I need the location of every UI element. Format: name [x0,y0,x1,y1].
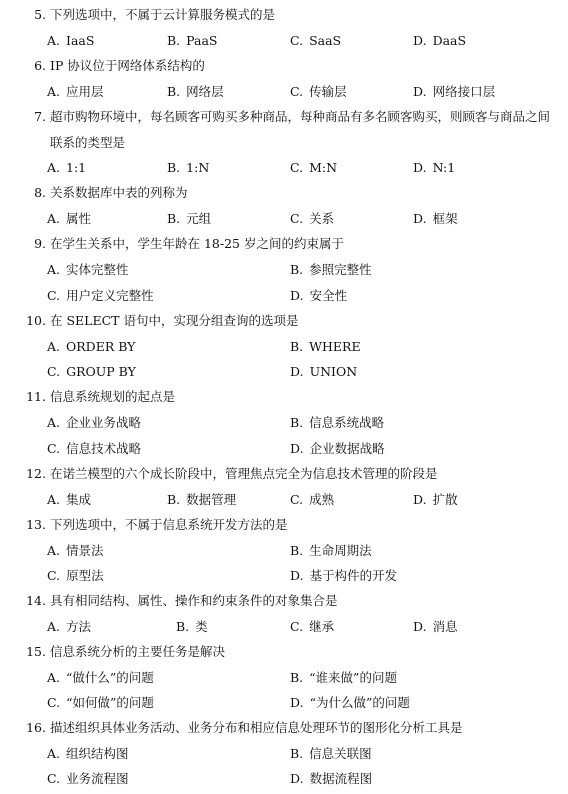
option-text: 成熟 [309,492,335,507]
option-text: GROUP BY [66,364,136,379]
question-10-option-c [47,364,136,380]
option-text: 网络层 [186,84,224,99]
option-text: M:N [309,160,338,175]
question-8-option-c [290,211,334,227]
option-text: IaaS [66,33,95,48]
option-letter: C. [290,84,304,99]
question-11-option-a [47,415,141,431]
question-15-stem [24,644,559,660]
option-letter: A. [47,670,61,685]
option-text: 用户定义完整性 [66,288,154,303]
option-letter: B. [167,160,181,175]
option-letter: B. [290,543,304,558]
option-letter: D. [290,695,304,710]
option-text: 实体完整性 [66,262,129,277]
question-8-option-b [167,211,211,227]
option-letter: A. [47,33,61,48]
question-16-option-b [290,746,372,762]
option-letter: C. [47,695,61,710]
option-letter: C. [47,568,61,583]
question-9-option-a [47,262,129,278]
option-letter: C. [47,364,61,379]
question-number: 6. [34,58,46,73]
question-14-stem [24,593,559,609]
option-letter: D. [290,568,304,583]
question-13-option-a [47,543,104,559]
question-text: 在学生关系中，学生年龄在 18-25 岁之间的约束属于 [50,236,344,251]
question-12-stem [24,466,559,482]
option-text: WHERE [309,339,361,354]
option-text: 方法 [66,619,92,634]
option-letter: B. [290,670,304,685]
option-letter: B. [290,339,304,354]
question-6-stem [24,58,559,74]
option-letter: D. [290,441,304,456]
option-text: 传输层 [309,84,347,99]
option-text: 集成 [66,492,92,507]
question-11-stem [24,389,559,405]
option-letter: A. [47,160,61,175]
question-number: 7. [34,109,46,124]
question-13-option-b [290,543,372,559]
question-7-option-a [47,160,86,176]
question-10-option-d [290,364,357,380]
option-letter: B. [167,492,181,507]
option-text: 继承 [309,619,335,634]
question-5-option-b [167,33,218,49]
question-text: 信息系统规划的起点是 [50,389,176,404]
option-letter: D. [290,364,304,379]
question-11-option-c [47,441,141,457]
option-text: 元组 [186,211,212,226]
question-6-option-b [167,84,224,100]
option-text: 属性 [66,211,92,226]
option-text: UNION [309,364,358,379]
option-text: 信息系统战略 [309,415,385,430]
option-letter: D. [413,33,427,48]
question-12-option-a [47,492,91,508]
question-text: 描述组织具体业务活动、业务分布和相应信息处理环节的图形化分析工具是 [50,720,463,735]
question-text: 下列选项中，不属于云计算服务模式的是 [50,7,276,22]
option-text: SaaS [309,33,342,48]
question-5-stem [24,7,559,23]
question-number: 12. [26,466,46,481]
question-9-option-d [290,288,347,304]
option-text: 情景法 [66,543,104,558]
question-11-option-d [290,441,385,457]
option-text: 类 [195,619,208,634]
option-letter: D. [413,160,427,175]
question-number: 15. [26,644,46,659]
option-text: 生命周期法 [309,543,372,558]
option-letter: D. [413,619,427,634]
option-letter: D. [290,771,304,786]
question-8-option-d [413,211,458,227]
option-text: 网络接口层 [432,84,496,99]
question-number: 9. [34,236,46,251]
question-number: 10. [26,313,46,328]
option-letter: A. [47,339,61,354]
option-text: 扩散 [432,492,458,507]
question-16-stem [24,720,559,736]
option-text: 组织结构图 [66,746,129,761]
option-letter: A. [47,492,61,507]
option-letter: C. [47,441,61,456]
option-letter: A. [47,619,61,634]
question-10-option-b [290,339,361,355]
option-text: ORDER BY [66,339,136,354]
question-text: 超市购物环境中，每名顾客可购买多种商品，每种商品有多名顾客购买，则顾客与商品之间联系的类型是 [50,109,551,150]
option-letter: A. [47,84,61,99]
option-letter: B. [290,262,304,277]
question-text: 在诺兰模型的六个成长阶段中，管理焦点完全为信息技术管理的阶段是 [50,466,438,481]
question-8-option-a [47,211,91,227]
question-6-option-d [413,84,495,100]
option-text: 应用层 [66,84,104,99]
question-6-option-c [290,84,347,100]
option-letter: A. [47,415,61,430]
option-letter: C. [290,492,304,507]
question-5-option-a [47,33,94,49]
question-text: 信息系统分析的主要任务是解决 [50,644,226,659]
option-letter: B. [290,746,304,761]
question-16-option-c [47,771,129,787]
option-text: PaaS [186,33,218,48]
option-letter: B. [176,619,190,634]
option-text: “谁来做”的问题 [309,670,397,685]
option-letter: A. [47,746,61,761]
option-text: 数据流程图 [309,771,373,786]
option-letter: D. [413,211,427,226]
option-text: “如何做”的问题 [66,695,154,710]
option-text: 企业数据战略 [309,441,385,456]
question-14-option-a [47,619,91,635]
question-10-stem [24,313,559,329]
question-number: 5. [34,7,46,22]
question-text: 关系数据库中表的列称为 [50,185,188,200]
option-text: 信息技术战略 [66,441,142,456]
question-14-option-b [176,619,208,635]
question-13-option-c [47,568,104,584]
option-text: 信息关联图 [309,746,372,761]
option-letter: A. [47,543,61,558]
option-letter: B. [167,84,181,99]
option-letter: D. [413,84,427,99]
question-7-option-c [290,160,337,176]
option-text: “为什么做”的问题 [309,695,410,710]
question-12-option-d [413,492,458,508]
question-14-option-c [290,619,334,635]
question-text: IP 协议位于网络体系结构的 [50,58,205,73]
option-letter: B. [167,211,181,226]
option-text: 企业业务战略 [66,415,142,430]
question-10-option-a [47,339,135,355]
question-15-option-a [47,670,154,686]
option-text: 1:N [186,160,210,175]
question-6-option-a [47,84,104,100]
option-letter: B. [290,415,304,430]
option-text: 业务流程图 [66,771,129,786]
option-letter: C. [290,211,304,226]
question-5-option-d [413,33,466,49]
question-7-stem [24,104,560,156]
question-13-stem [24,517,559,533]
question-text: 具有相同结构、属性、操作和约束条件的对象集合是 [50,593,338,608]
question-7-option-b [167,160,209,176]
option-letter: C. [47,288,61,303]
option-letter: C. [290,619,304,634]
option-text: 消息 [432,619,458,634]
option-text: DaaS [432,33,467,48]
question-12-option-b [167,492,236,508]
question-15-option-b [290,670,397,686]
question-16-option-d [290,771,372,787]
option-letter: C. [290,33,304,48]
question-5-option-c [290,33,341,49]
option-text: “做什么”的问题 [66,670,154,685]
option-text: 关系 [309,211,335,226]
question-11-option-b [290,415,384,431]
option-text: 基于构件的开发 [309,568,398,583]
question-16-option-a [47,746,129,762]
option-letter: C. [47,771,61,786]
option-text: 1:1 [66,160,87,175]
question-14-option-d [413,619,458,635]
question-12-option-c [290,492,334,508]
question-number: 13. [26,517,46,532]
option-text: 原型法 [66,568,104,583]
option-letter: A. [47,211,61,226]
option-letter: D. [413,492,427,507]
option-letter: C. [290,160,304,175]
option-text: N:1 [432,160,456,175]
question-9-stem [24,236,559,252]
option-letter: D. [290,288,304,303]
question-number: 16. [26,720,46,735]
question-15-option-d [290,695,410,711]
question-7-option-d [413,160,455,176]
question-15-option-c [47,695,154,711]
option-text: 参照完整性 [309,262,372,277]
question-number: 8. [34,185,46,200]
option-text: 框架 [432,211,458,226]
question-13-option-d [290,568,397,584]
question-text: 下列选项中，不属于信息系统开发方法的是 [50,517,288,532]
question-number: 11. [26,389,46,404]
question-9-option-c [47,288,154,304]
option-letter: B. [167,33,181,48]
option-text: 安全性 [309,288,348,303]
option-letter: A. [47,262,61,277]
option-text: 数据管理 [186,492,237,507]
question-9-option-b [290,262,372,278]
question-number: 14. [26,593,46,608]
question-8-stem [24,185,559,201]
question-text: 在 SELECT 语句中，实现分组查询的选项是 [50,313,299,328]
